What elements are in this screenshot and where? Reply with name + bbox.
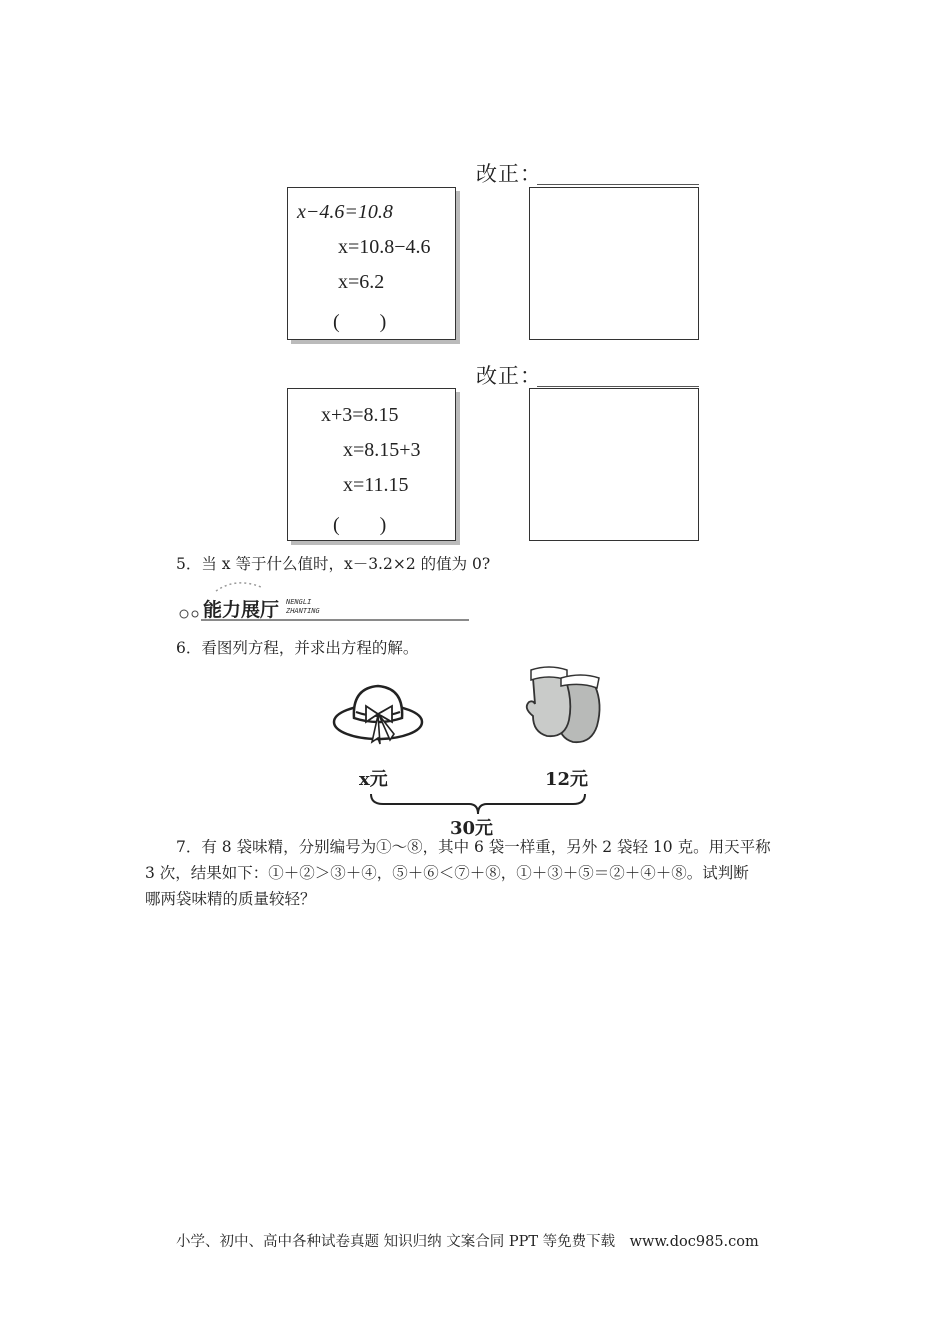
equation-line: x=11.15	[343, 474, 409, 496]
section-subtitle-2: ZHANTING	[286, 607, 320, 615]
wrong-solution-card-1	[287, 187, 456, 340]
correction-box-1[interactable]	[529, 187, 699, 340]
mittens-icon	[525, 664, 610, 750]
correct-underline-1	[537, 184, 699, 185]
correction-box-2[interactable]	[529, 388, 699, 541]
equation-line: x=8.15+3	[343, 439, 421, 461]
section-heading	[176, 579, 471, 625]
hat-icon	[332, 678, 427, 753]
total-brace	[369, 792, 587, 816]
section-subtitle-1: NENGLI	[286, 598, 312, 606]
total-price: 30元	[450, 818, 494, 839]
correct-label-1: 改正：	[476, 162, 542, 186]
problem-7-line-3: 哪两袋味精的质量较轻？	[145, 890, 316, 908]
section-title: 能力展厅	[203, 599, 280, 621]
equation-line: x=10.8−4.6	[338, 236, 431, 258]
problem-7-line-2: 3 次，结果如下：①＋②＞③＋④，⑤＋⑥＜⑦＋⑧，①＋③＋⑤＝②＋④＋⑧。试判断	[145, 864, 749, 882]
correct-label-2: 改正：	[476, 364, 542, 388]
equation-line: x−4.6=10.8	[297, 201, 393, 223]
equation-line: x=6.2	[338, 271, 385, 293]
correct-underline-2	[537, 386, 699, 387]
problem-5-text: 5．当 x 等于什么值时，x－3.2×2 的值为 0?	[176, 555, 491, 573]
wrong-solution-card-2	[287, 388, 456, 541]
problem-6-text: 6．看图列方程，并求出方程的解。	[176, 639, 419, 657]
hat-price: x元	[359, 769, 388, 790]
page-footer: 小学、初中、高中各种试卷真题 知识归纳 文案合同 PPT 等免费下载 www.doc985.com	[176, 1234, 759, 1250]
judgement-parentheses: ( )	[333, 514, 387, 536]
mittens-price: 12元	[545, 769, 589, 790]
judgement-parentheses: ( )	[333, 311, 387, 333]
equation-line: x+3=8.15	[321, 404, 399, 426]
problem-7-line-1: 7．有 8 袋味精，分别编号为①～⑧，其中 6 袋一样重，另外 2 袋轻 10 克。用天平称	[176, 838, 771, 856]
